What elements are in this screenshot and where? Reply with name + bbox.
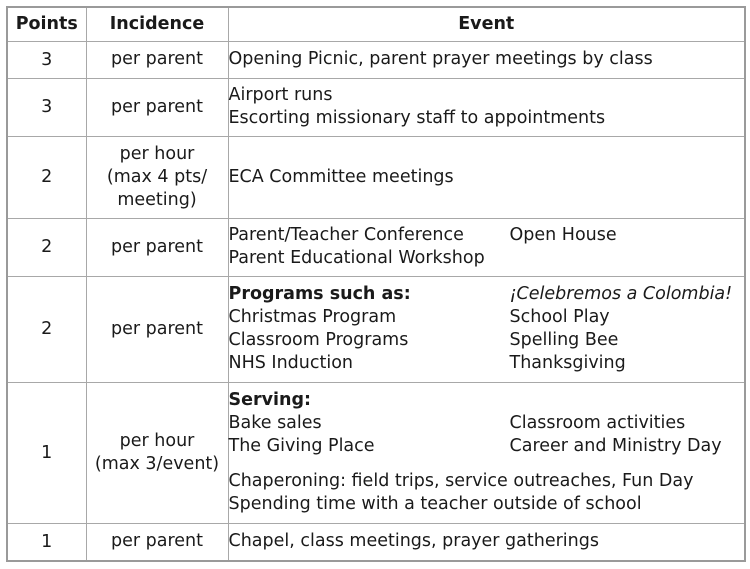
event-line: Thanksgiving bbox=[509, 353, 626, 373]
event-line: Open House bbox=[509, 225, 617, 245]
event-line: Parent Educational Workshop bbox=[228, 248, 485, 268]
event-left-column bbox=[229, 283, 510, 375]
event-line: Classroom activities bbox=[509, 413, 686, 433]
table-row bbox=[7, 218, 745, 276]
event-line: ECA Committee meetings bbox=[228, 166, 454, 187]
row-event bbox=[228, 382, 745, 523]
row-event bbox=[228, 218, 745, 276]
event-line: Christmas Program bbox=[228, 307, 397, 327]
incidence-line: per hour bbox=[119, 143, 195, 164]
row-points: 1 bbox=[7, 523, 86, 561]
row-event bbox=[228, 276, 745, 382]
row-event bbox=[228, 136, 745, 218]
row-incidence: per parent bbox=[86, 41, 228, 78]
row-incidence bbox=[86, 136, 228, 218]
event-line: Parent/Teacher Conference bbox=[228, 225, 464, 245]
incidence-line: (max 4 pts/ bbox=[106, 166, 208, 187]
row-incidence: per parent bbox=[86, 523, 228, 561]
header-event: Event bbox=[228, 7, 745, 41]
incidence-line: per hour bbox=[119, 430, 195, 451]
row-points: 1 bbox=[7, 382, 86, 523]
event-line: Chaperoning: field trips, service outreaches, Fun Day bbox=[228, 471, 694, 491]
event-line: Escorting missionary staff to appointments bbox=[228, 108, 606, 128]
incidence-line: (max 3/event) bbox=[94, 453, 220, 474]
event-line: Classroom Programs bbox=[228, 330, 409, 350]
header-row bbox=[7, 7, 745, 41]
event-line: Spending time with a teacher outside of school bbox=[228, 494, 642, 514]
event-columns bbox=[229, 283, 745, 375]
row-incidence: per parent bbox=[86, 78, 228, 136]
serving-heading: Serving: bbox=[228, 390, 311, 410]
table-row bbox=[7, 78, 745, 136]
event-right-column bbox=[510, 224, 745, 270]
header-points: Points bbox=[7, 7, 86, 41]
event-line: Spelling Bee bbox=[509, 330, 619, 350]
event-line: Opening Picnic, parent prayer meetings by class bbox=[228, 49, 653, 69]
row-event bbox=[228, 41, 745, 78]
event-line: Chapel, class meetings, prayer gatherings bbox=[228, 531, 599, 552]
event-right-column bbox=[510, 412, 745, 458]
event-line: The Giving Place bbox=[228, 436, 375, 456]
row-points: 3 bbox=[7, 78, 86, 136]
row-points: 2 bbox=[7, 218, 86, 276]
event-line: School Play bbox=[509, 307, 610, 327]
event-line: Bake sales bbox=[228, 413, 322, 433]
table-row bbox=[7, 523, 745, 561]
table-row bbox=[7, 382, 745, 523]
incidence-line: meeting) bbox=[117, 189, 197, 210]
row-incidence: per parent bbox=[86, 218, 228, 276]
row-event bbox=[228, 78, 745, 136]
event-line: NHS Induction bbox=[228, 353, 354, 373]
row-event bbox=[228, 523, 745, 561]
table-row bbox=[7, 276, 745, 382]
row-incidence bbox=[86, 382, 228, 523]
header-incidence: Incidence bbox=[86, 7, 228, 41]
table-row bbox=[7, 41, 745, 78]
row-incidence: per parent bbox=[86, 276, 228, 382]
table-row bbox=[7, 136, 745, 218]
event-left-column bbox=[229, 224, 510, 270]
programs-heading: Programs such as: bbox=[228, 284, 411, 304]
event-columns bbox=[229, 412, 745, 458]
celebremos-heading: ¡Celebremos a Colombia! bbox=[509, 284, 733, 304]
points-table bbox=[6, 6, 746, 562]
event-left-column bbox=[229, 412, 510, 458]
event-line: Airport runs bbox=[228, 85, 333, 105]
row-points: 2 bbox=[7, 136, 86, 218]
event-right-column bbox=[510, 283, 745, 375]
row-points: 3 bbox=[7, 41, 86, 78]
event-columns bbox=[229, 224, 745, 270]
event-line: Career and Ministry Day bbox=[509, 436, 722, 456]
row-points: 2 bbox=[7, 276, 86, 382]
